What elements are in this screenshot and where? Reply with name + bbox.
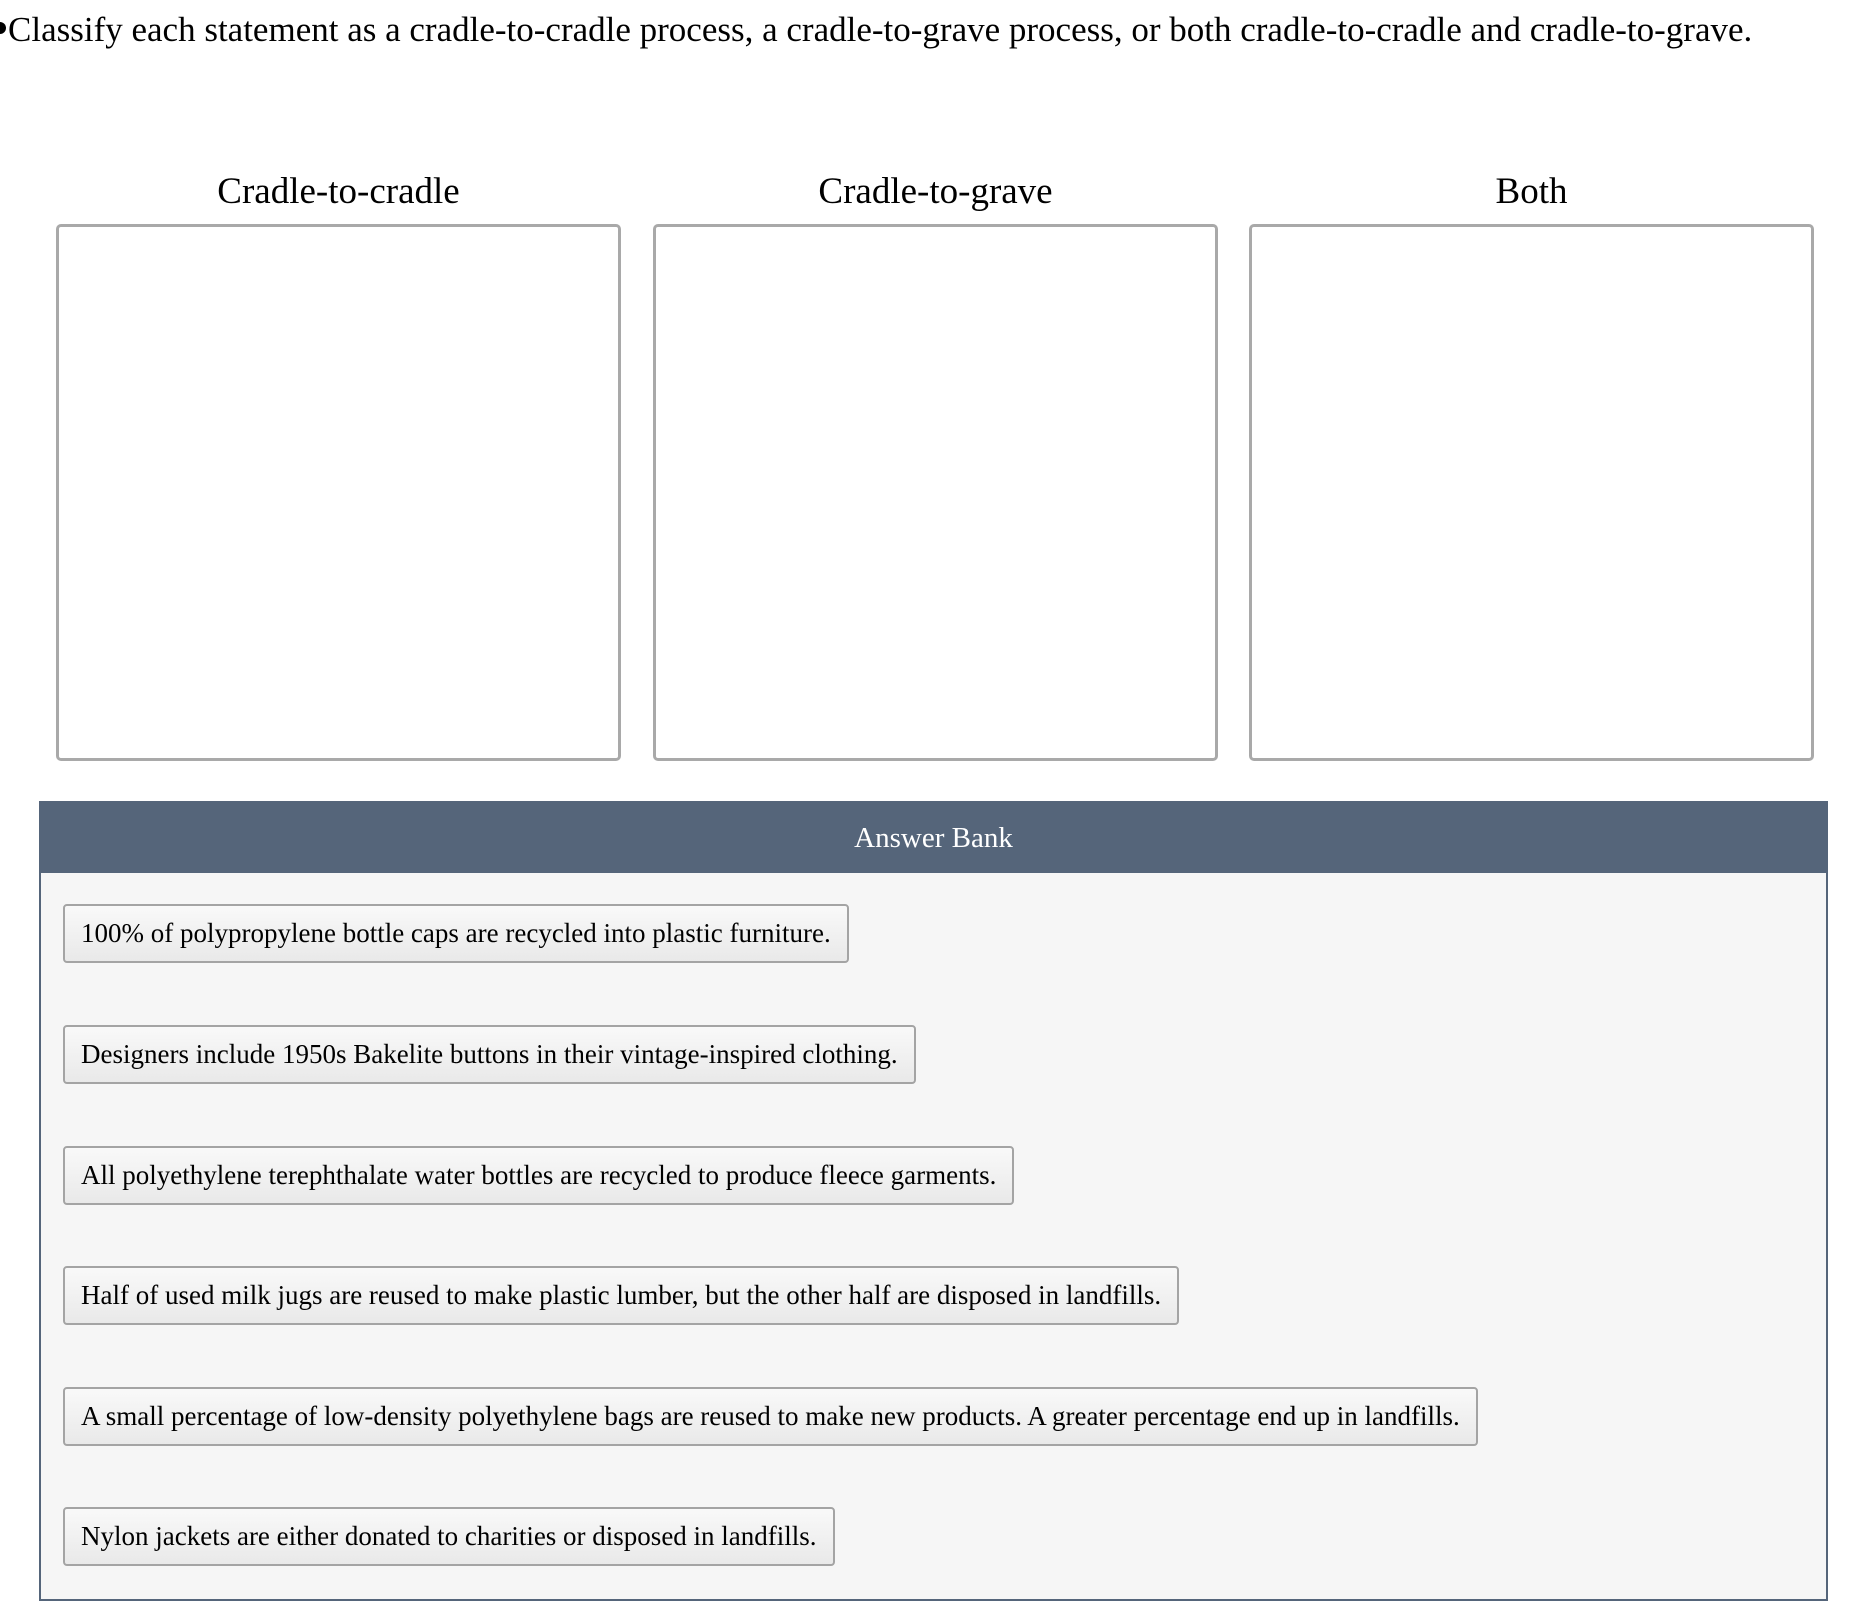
answer-chip[interactable]: 100% of polypropylene bottle caps are recycled into plastic furniture. — [63, 904, 849, 963]
bin-cradle-to-cradle — [56, 170, 621, 761]
bin-title: Both — [1495, 171, 1568, 212]
question-text: Classify each statement as a cradle-to-cradle process, a cradle-to-grave process, or both cradle-to-cradle and cradle-to-grave. — [8, 10, 1753, 49]
drop-zone-both[interactable] — [1249, 224, 1814, 761]
answer-chip[interactable]: All polyethylene terephthalate water bottles are recycled to produce fleece garments. — [63, 1146, 1014, 1205]
drop-zone-cradle-to-grave[interactable] — [653, 224, 1218, 761]
bin-title: Cradle-to-cradle — [217, 171, 460, 212]
answer-bank — [39, 801, 1828, 1601]
drop-zone-cradle-to-cradle[interactable] — [56, 224, 621, 761]
bin-cradle-to-grave — [653, 170, 1218, 761]
bullet-icon — [0, 22, 6, 34]
bin-both — [1249, 170, 1814, 761]
classification-bins — [56, 170, 1808, 760]
answer-chip[interactable]: Half of used milk jugs are reused to make plastic lumber, but the other half are disposed in landfills. — [63, 1266, 1179, 1325]
bin-title: Cradle-to-grave — [818, 171, 1053, 212]
answer-bank-header: Answer Bank — [41, 803, 1826, 873]
answer-chip[interactable]: Nylon jackets are either donated to charities or disposed in landfills. — [63, 1507, 835, 1566]
question-prompt — [0, 8, 1752, 52]
answer-chip[interactable]: Designers include 1950s Bakelite buttons in their vintage-inspired clothing. — [63, 1025, 916, 1084]
answer-chip[interactable]: A small percentage of low-density polyethylene bags are reused to make new products. A greater percentage end up in landfills. — [63, 1387, 1478, 1446]
